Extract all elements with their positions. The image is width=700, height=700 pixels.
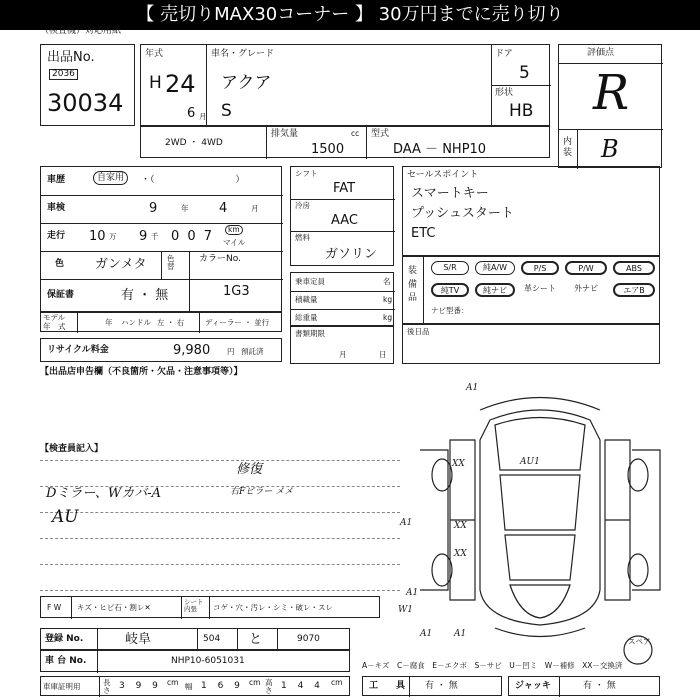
car-grade: S [221, 101, 232, 121]
ac-value: AAC [331, 213, 358, 228]
equip-abs: ABS [613, 261, 655, 275]
inspection-month: 4 [219, 201, 228, 216]
diagram-label-pillar: XX [454, 521, 467, 531]
recycle-row [40, 338, 282, 362]
mileage-sen: 9 [139, 229, 148, 244]
warranty-label: 保証書 [47, 290, 75, 300]
dealer-value: ディーラー ・ 並行 [205, 318, 270, 327]
recycle-note: 預託済 [241, 347, 264, 356]
inspector-note-4: 右Fピラー メメ [230, 487, 294, 497]
size-row [40, 676, 350, 696]
size-height-unit: cm [331, 678, 343, 687]
diagram-label-left-rear: A1 [406, 588, 419, 598]
model-year-label-1: モデル [43, 313, 66, 322]
sales-point-label: セールスポイント [407, 170, 479, 180]
car-name: アクア [221, 73, 272, 93]
shift-label: シフト [295, 169, 318, 178]
handle-label: ハンドル [121, 318, 151, 327]
sheet-header-partial: （検査機）対応用紙 [40, 26, 122, 36]
inspector-note-3: 修復 [236, 462, 263, 477]
ac-label: 冷房 [295, 201, 310, 210]
door-label: ドア [495, 49, 513, 59]
mileage-label: 走行 [47, 231, 66, 241]
fw-label: F W [47, 603, 62, 612]
shape-label: 形状 [495, 88, 514, 98]
fuel-label: 燃料 [295, 233, 310, 242]
reg-class: 504 [203, 634, 221, 644]
lot-label: 出品No. [47, 50, 95, 65]
equip-ext-navi: 外ナビ [574, 284, 598, 293]
arrival-date-label: 後日品 [407, 327, 430, 336]
sales-point-box [402, 166, 660, 256]
equip-power-steering: P/S [521, 261, 559, 275]
equip-airbag: エアB [613, 283, 655, 297]
diagram-label-left-side: A1 [400, 518, 413, 528]
seat-label: シート 内張 [184, 598, 204, 614]
score-value: R [593, 65, 630, 121]
inspector-label: 【検査員記入】 [40, 444, 104, 454]
diagram-label-pillar-2: XX [454, 549, 467, 559]
year-number: 24 [165, 70, 196, 98]
diagram-label-rear-2: A1 [454, 629, 467, 639]
vehicle-detail-box [40, 166, 282, 312]
model-year-label-2: 年 式 [43, 322, 66, 331]
recycle-value: 9,980 [173, 343, 211, 358]
color-value: ガンメタ [95, 257, 147, 272]
seller-notice-label: 【出品店申告欄（不良箇所・欠品・注意事項等）】 [40, 367, 243, 377]
recycle-label: リサイクル料金 [47, 345, 109, 355]
tools-value: 有 ・ 無 [425, 681, 458, 691]
engine-row [140, 126, 550, 158]
size-length-label: 長さ [103, 678, 111, 695]
handle-row [40, 312, 282, 332]
diagram-label-rear-1: A1 [420, 629, 433, 639]
fuel-value: ガソリン [325, 247, 378, 262]
damage-legend: A－キズ C－腐食 E－エクボ S－サビ U－凹ミ W－補修 XX－交換済 [362, 661, 623, 670]
drive-type: 2WD ・ 4WD [165, 138, 223, 148]
model-code: DAA － NHP10 [393, 142, 487, 157]
door-count: 5 [519, 63, 530, 83]
capacity-box [290, 272, 394, 326]
model-label: 型式 [371, 129, 390, 139]
recycle-unit: 円 [227, 347, 235, 356]
jack-value: 有 ・ 無 [583, 681, 616, 691]
seat-text: コゲ・穴・汚レ・シミ・破レ・スレ [213, 603, 333, 612]
equip-power-window: P/W [565, 261, 607, 275]
sales-point-line-2: プッシュスタート [411, 206, 514, 221]
mileage-sen-unit: 千 [151, 232, 159, 241]
year-era: H [149, 73, 162, 93]
lot-number-box [40, 44, 135, 126]
size-length-unit: cm [167, 678, 179, 687]
tools-box [362, 676, 502, 696]
reg-kana: と [249, 632, 263, 647]
equip-alloy-wheel: 純A/W [475, 261, 515, 275]
year-month: 6 [187, 106, 196, 121]
history-value: 自家用 [93, 171, 128, 185]
car-name-label: 車名・グレード [211, 49, 275, 59]
history-label: 車歴 [47, 175, 66, 185]
diagram-label-left-front: XX [452, 459, 465, 469]
model-year-unit: 年 [105, 318, 113, 327]
chassis-label: 車 台 No. [45, 656, 87, 666]
size-width-unit: cm [249, 678, 261, 687]
year-month-unit: 月 [199, 112, 207, 121]
handle-value: 左 ・ 右 [157, 318, 185, 327]
navi-model-label: ナビ型番： [431, 306, 469, 315]
inspector-note-1: Dミラー、Wカバ-A [46, 486, 162, 501]
lot-small-number: 2036 [49, 69, 78, 80]
size-width: 1 6 9 [201, 681, 244, 691]
spare-label: スペア [628, 637, 651, 646]
capacity-label: 乗車定員 [295, 277, 325, 286]
history-rest: ・（ ） [141, 175, 245, 185]
sales-point-line-3: ETC [411, 226, 436, 241]
mileage-man: 10 [89, 229, 106, 244]
jack-label: ジャッキ [515, 681, 551, 691]
mileage-man-unit: 万 [109, 232, 117, 241]
reg-label: 登録 No. [45, 634, 84, 644]
tools-label: 工 具 [369, 681, 406, 691]
chassis-row [40, 650, 350, 672]
chassis-number: NHP10-6051031 [171, 656, 245, 666]
body-shape: HB [509, 101, 534, 121]
load-unit: kg [383, 295, 393, 304]
car-info-box [140, 44, 550, 126]
color-label: 色 [55, 259, 65, 269]
inspector-note-2: AU [52, 507, 79, 527]
mileage-rest: 0 0 7 [171, 229, 215, 244]
size-label: 車庫証明用 [43, 682, 81, 691]
car-damage-diagram [398, 380, 670, 655]
engine-displacement: 1500 [311, 142, 345, 157]
sales-point-line-1: スマートキー [411, 186, 489, 201]
deadline-label: 書類期限 [295, 329, 325, 338]
year-label: 年式 [145, 49, 164, 59]
load-label: 積載量 [295, 295, 318, 304]
score-box [558, 44, 662, 168]
fw-row [40, 596, 380, 618]
inspection-year: 9 [149, 201, 158, 216]
size-width-label: 幅 [185, 682, 193, 691]
size-height: 1 4 4 [281, 681, 324, 691]
deadline-month: 月 [339, 350, 347, 359]
color-code: 1G3 [223, 284, 250, 299]
registration-row [40, 628, 350, 650]
engine-unit: cc [351, 129, 360, 138]
inspection-month-unit: 月 [251, 204, 259, 213]
weight-unit: kg [383, 313, 393, 322]
equipment-box [402, 256, 660, 324]
color-change-label: 色替 [167, 254, 175, 272]
inspection-label: 車検 [47, 203, 66, 213]
color-code-label: カラーNo. [199, 254, 241, 264]
mileage-unit-mile: マイル [223, 238, 246, 247]
equipment-label: 装備品 [408, 266, 418, 303]
mileage-unit-km: km [225, 225, 243, 235]
shift-ac-fuel-box [290, 166, 394, 266]
reg-number: 9070 [297, 634, 320, 644]
size-height-label: 高さ [265, 678, 273, 695]
capacity-unit: 名 [383, 277, 391, 286]
inspection-year-unit: 年 [181, 204, 189, 213]
shift-value: FAT [333, 181, 356, 196]
deadline-day: 日 [379, 350, 387, 359]
arrival-date-box [402, 324, 660, 364]
jack-box [508, 676, 660, 696]
interior-score: B [601, 135, 619, 163]
fw-text: キズ・ヒビ石・割レ✕ [77, 603, 151, 612]
score-label: 評価点 [587, 48, 615, 58]
weight-label: 総重量 [295, 313, 318, 322]
auction-sheet [0, 26, 700, 700]
warranty-value: 有 ・ 無 [121, 288, 169, 303]
interior-label: 内装 [563, 137, 573, 158]
diagram-label-hood: AU1 [520, 457, 540, 467]
equip-tv: 純TV [431, 283, 469, 297]
size-length: 3 9 9 [119, 681, 162, 691]
equip-sr: S/R [431, 261, 469, 275]
diagram-label-wheel: W1 [398, 605, 413, 615]
equip-leather-seat: 革シート [524, 284, 556, 293]
diagram-label-front: A1 [466, 383, 479, 393]
sale-banner: 【 売切りMAX30コーナー 】 30万円までに売り切り [0, 0, 700, 30]
equip-navi: 純ナビ [475, 283, 515, 297]
engine-label: 排気量 [271, 129, 299, 139]
lot-number: 30034 [47, 89, 124, 117]
reg-prefecture: 岐阜 [125, 632, 152, 647]
document-deadline-box [290, 326, 394, 364]
